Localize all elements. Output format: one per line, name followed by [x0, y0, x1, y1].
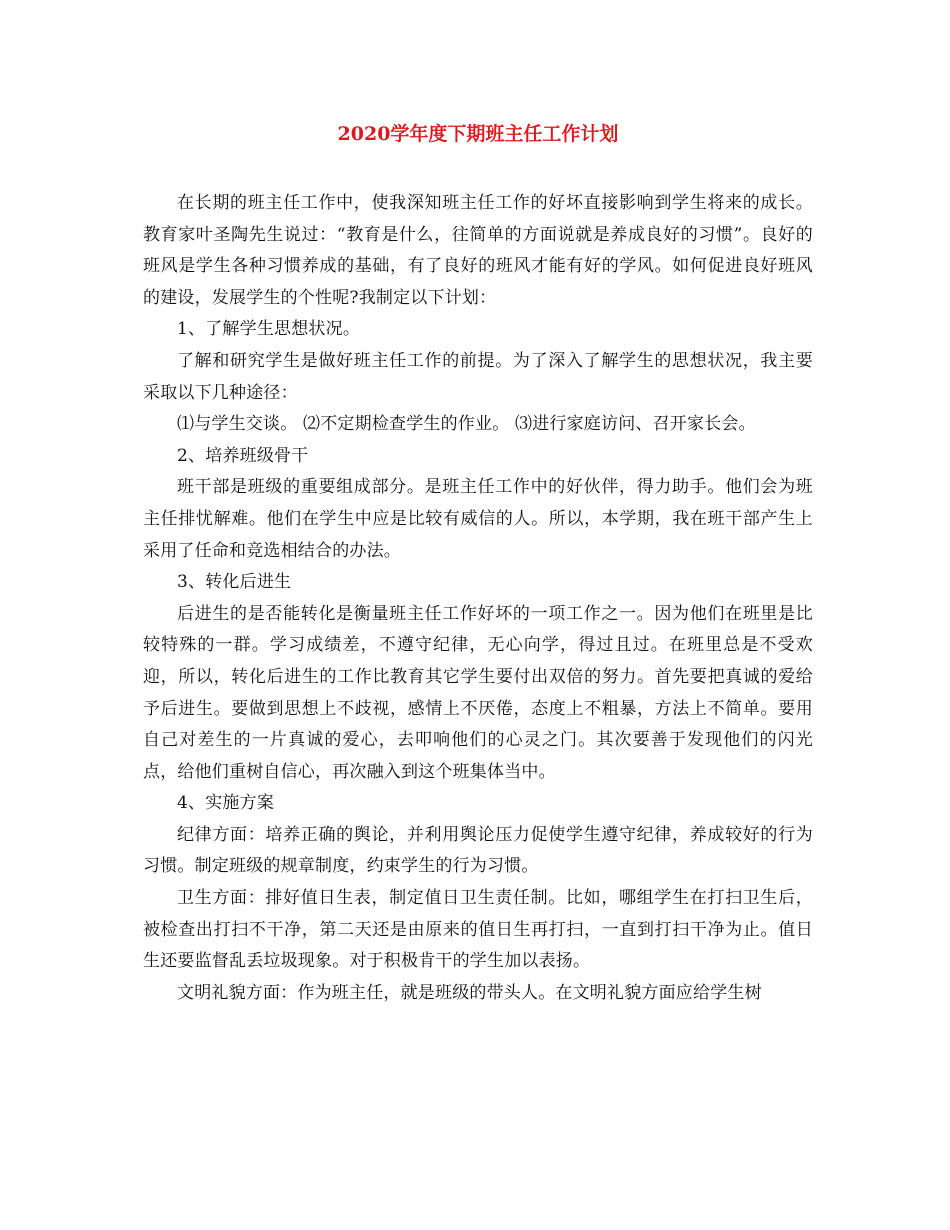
heading-implementation: 4、实施方案	[177, 793, 275, 814]
document-title: 2020学年度下期班主任工作计划	[337, 123, 619, 145]
paragraph-underachievers: 后进生的是否能转化是衡量班主任工作好坏的一项工作之一。因为他们在班里是比较特殊的一群。学习成绩差，不遵守纪律，无心向学，得过且过。在班里总是不受欢迎，所以，转化后进生的工作比教育其它学生要付出双倍的努力。首先要把真诚的爱给予后进生。要做到思想上不歧视，感情上不厌倦，态度上不粗暴，方法上不简单。要用自己对差生的一片真诚的爱心，去叩响他们的心灵之门。其次要善于发现他们的闪光点，给他们重树自信心，再次融入到这个班集体当中。	[143, 603, 813, 782]
heading-understand-students: 1、了解学生思想状况。	[177, 319, 361, 340]
paragraph-methods-list: ⑴与学生交谈。 ⑵不定期检查学生的作业。 ⑶进行家庭访问、召开家长会。	[177, 414, 756, 435]
document-body	[143, 188, 813, 1009]
heading-class-cadres: 2、培养班级骨干	[177, 445, 309, 466]
paragraph-discipline: 纪律方面：培养正确的舆论，并利用舆论压力促使学生遵守纪律，养成较好的行为习惯。制定班级的规章制度，约束学生的行为习惯。	[143, 824, 813, 877]
paragraph-hygiene: 卫生方面：排好值日生表，制定值日卫生责任制。比如，哪组学生在打扫卫生后，被检查出打扫不干净，第二天还是由原来的值日生再打扫，一直到打扫干净为止。值日生还要监督乱丢垃圾现象。对于积极肯干的学生加以表扬。	[143, 888, 813, 972]
document-page	[143, 118, 813, 1009]
paragraph-understand-students: 了解和研究学生是做好班主任工作的前提。为了深入了解学生的思想状况，我主要采取以下几种途径：	[143, 350, 813, 403]
paragraph-intro: 在长期的班主任工作中，使我深知班主任工作的好坏直接影响到学生将来的成长。教育家叶圣陶先生说过：“教育是什么，往简单的方面说就是养成良好的习惯”。良好的班风是学生各种习惯养成的基础，有了良好的班风才能有好的学风。如何促进良好班风的建设，发展学生的个性呢?我制定以下计划：	[143, 193, 813, 308]
paragraph-class-cadres: 班干部是班级的重要组成部分。是班主任工作中的好伙伴，得力助手。他们会为班主任排忧解难。他们在学生中应是比较有威信的人。所以，本学期，我在班干部产生上采用了任命和竞选相结合的办法。	[143, 477, 813, 561]
heading-underachievers: 3、转化后进生	[177, 572, 292, 593]
paragraph-manners: 文明礼貌方面：作为班主任，就是班级的带头人。在文明礼貌方面应给学生树	[177, 982, 762, 1003]
